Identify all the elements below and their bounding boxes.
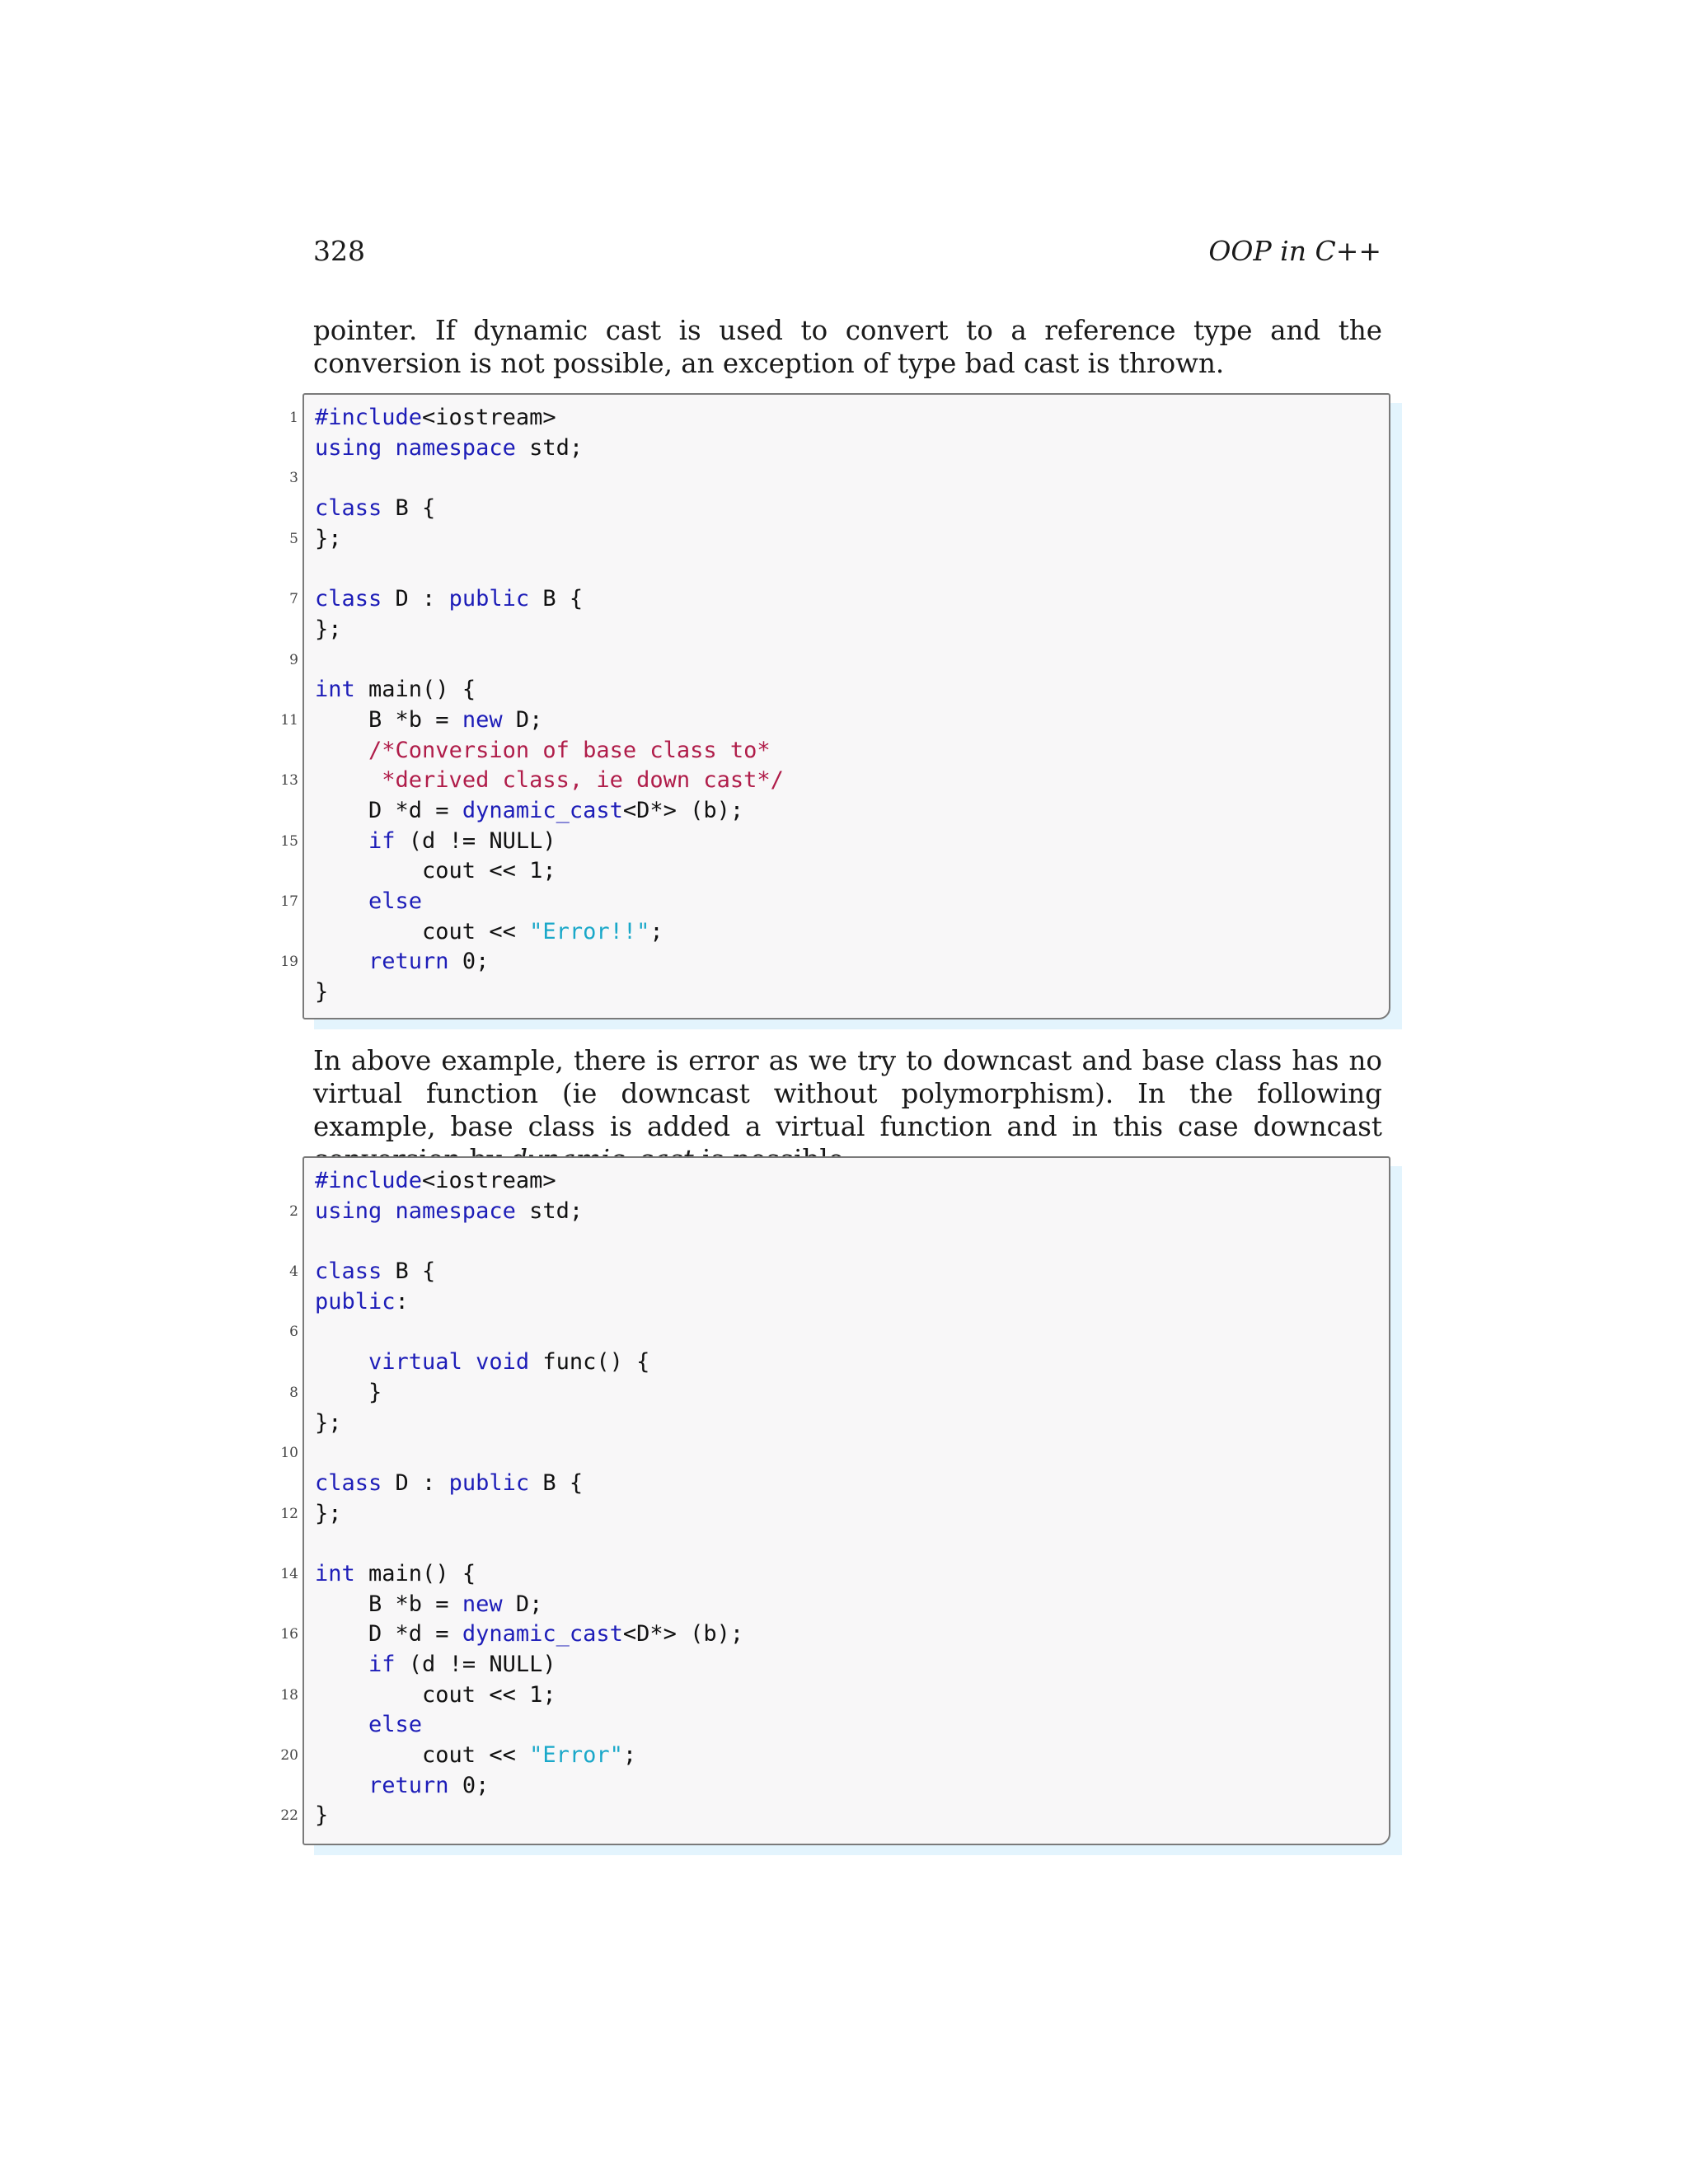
code-text xyxy=(315,1469,583,1499)
code-token: D : xyxy=(382,1469,449,1496)
code-keyword: using namespace xyxy=(315,434,516,461)
code-line xyxy=(289,403,1390,434)
line-number: 3 xyxy=(289,470,298,487)
code-token: cout << xyxy=(315,918,530,944)
code-line xyxy=(280,1559,1390,1590)
code-token: D *d = xyxy=(315,797,462,823)
code-text xyxy=(315,1378,382,1408)
code-line xyxy=(302,1590,1390,1620)
code-line xyxy=(280,705,1390,736)
code-token xyxy=(315,767,382,793)
code-line xyxy=(280,947,1390,977)
code-token: main() { xyxy=(354,1560,476,1586)
code-token: } xyxy=(315,1802,329,1829)
code-text xyxy=(315,1801,328,1831)
code-line xyxy=(302,615,1390,645)
code-line xyxy=(302,1771,1390,1802)
code-text xyxy=(315,1771,489,1802)
code-token: D; xyxy=(502,1591,543,1617)
page-number: 328 xyxy=(313,235,365,267)
code-line xyxy=(280,1499,1390,1530)
code-keyword: new xyxy=(462,1591,503,1617)
code-line xyxy=(302,1347,1390,1378)
code-line xyxy=(302,1166,1390,1197)
line-number: 10 xyxy=(280,1445,298,1462)
code-line xyxy=(280,766,1390,796)
code-lines xyxy=(280,403,1390,1008)
code-token: <D*> (b); xyxy=(622,1621,744,1647)
code-keyword: else xyxy=(368,888,423,914)
code-keyword: #include xyxy=(315,1168,423,1193)
line-number: 8 xyxy=(289,1384,298,1401)
code-line xyxy=(302,796,1390,827)
code-token: B { xyxy=(529,1469,584,1496)
code-text xyxy=(315,766,784,796)
code-token: B *b = xyxy=(315,1591,462,1617)
code-line xyxy=(280,827,1390,857)
code-line xyxy=(302,1226,1390,1257)
code-listing-1 xyxy=(280,393,1390,1019)
code-token: <iostream> xyxy=(422,405,556,430)
code-token: B { xyxy=(382,1258,436,1285)
code-token: std; xyxy=(515,434,584,461)
code-token: <iostream> xyxy=(422,1168,556,1193)
code-keyword: return xyxy=(368,949,449,975)
code-line xyxy=(280,1680,1390,1711)
code-line xyxy=(289,645,1390,676)
line-number: 22 xyxy=(280,1807,298,1825)
code-keyword: if xyxy=(368,1652,396,1677)
code-line xyxy=(289,1197,1390,1227)
code-token: <D*> (b); xyxy=(622,797,744,823)
line-number: 20 xyxy=(280,1747,298,1765)
line-number: 17 xyxy=(280,893,298,910)
code-text xyxy=(315,827,556,857)
code-comment: *derived class, ie down cast*/ xyxy=(382,767,784,794)
code-text xyxy=(315,1197,583,1227)
code-line xyxy=(280,887,1390,917)
code-token: cout << 1; xyxy=(315,1681,556,1708)
code-token xyxy=(315,949,368,974)
code-text xyxy=(315,1650,556,1680)
code-line xyxy=(302,434,1390,464)
code-token: main() { xyxy=(354,677,476,703)
code-text xyxy=(315,856,556,887)
code-line xyxy=(302,1529,1390,1559)
code-line xyxy=(289,524,1390,555)
code-line xyxy=(302,494,1390,524)
line-number: 13 xyxy=(280,772,298,790)
line-number: 2 xyxy=(289,1202,298,1220)
code-text xyxy=(315,947,489,977)
code-token: (d != NULL) xyxy=(395,1652,556,1677)
code-text xyxy=(315,1408,342,1439)
running-title: OOP in C++ xyxy=(1208,235,1381,267)
code-keyword: return xyxy=(368,1772,449,1798)
code-keyword: public xyxy=(448,1469,530,1496)
code-token: func() { xyxy=(529,1349,650,1376)
code-line xyxy=(280,1801,1390,1831)
code-text xyxy=(315,1680,556,1711)
code-text xyxy=(315,736,771,766)
code-token: cout << xyxy=(315,1742,530,1769)
line-number: 11 xyxy=(280,711,298,729)
line-number: 15 xyxy=(280,832,298,850)
code-keyword: class xyxy=(315,586,382,612)
code-keyword: dynamic_cast xyxy=(462,1621,623,1647)
code-token: }; xyxy=(315,525,342,551)
code-token: ; xyxy=(622,1742,637,1769)
code-keyword: virtual void xyxy=(368,1349,530,1376)
code-lines xyxy=(280,1166,1390,1831)
code-text xyxy=(315,796,743,827)
code-text xyxy=(315,1710,422,1741)
code-keyword: else xyxy=(368,1712,423,1738)
code-text xyxy=(315,1559,476,1590)
code-line xyxy=(302,675,1390,705)
line-number: 14 xyxy=(280,1565,298,1582)
code-keyword: new xyxy=(462,706,503,733)
code-line xyxy=(289,1257,1390,1287)
code-token xyxy=(315,828,368,854)
code-line xyxy=(289,584,1390,615)
code-line xyxy=(302,554,1390,584)
code-token: }; xyxy=(315,1409,342,1436)
code-line xyxy=(302,1287,1390,1318)
code-text xyxy=(315,494,435,524)
code-line xyxy=(289,1378,1390,1408)
code-text xyxy=(315,434,583,464)
code-line xyxy=(302,856,1390,887)
code-line xyxy=(289,463,1390,494)
code-token: } xyxy=(315,979,329,1005)
code-line xyxy=(280,1438,1390,1469)
code-text xyxy=(315,887,422,917)
code-text xyxy=(315,705,542,736)
code-comment: /*Conversion of base class to* xyxy=(368,737,771,763)
code-token: 0; xyxy=(448,949,490,975)
code-keyword: using namespace xyxy=(315,1197,516,1224)
code-text xyxy=(315,977,328,1008)
line-number: 19 xyxy=(280,954,298,971)
code-line xyxy=(302,1469,1390,1499)
code-text xyxy=(315,524,342,555)
code-token: } xyxy=(315,1379,382,1405)
line-number: 7 xyxy=(289,591,298,608)
code-line xyxy=(302,977,1390,1008)
code-listing-2 xyxy=(280,1156,1390,1845)
code-token xyxy=(315,738,368,763)
line-number: 18 xyxy=(280,1686,298,1704)
code-text xyxy=(315,1590,542,1620)
code-line xyxy=(280,1741,1390,1771)
code-token: }; xyxy=(315,1500,342,1526)
intro-paragraph: pointer. If dynamic cast is used to convert to a reference type and the conversion is not possible, an exception of type bad cast is thrown. xyxy=(313,315,1382,379)
line-number: 12 xyxy=(280,1505,298,1522)
code-token xyxy=(315,1349,368,1375)
code-token xyxy=(315,1712,368,1737)
code-text xyxy=(315,584,583,615)
line-number: 4 xyxy=(289,1263,298,1281)
code-string: "Error!!" xyxy=(529,918,650,944)
code-text xyxy=(315,1347,649,1378)
code-token: D *d = xyxy=(315,1621,462,1647)
code-line xyxy=(280,1619,1390,1650)
code-token: 0; xyxy=(448,1772,490,1798)
code-keyword: class xyxy=(315,1258,382,1285)
code-line xyxy=(302,1710,1390,1741)
code-line xyxy=(302,917,1390,948)
line-number: 6 xyxy=(289,1324,298,1341)
code-token: B *b = xyxy=(315,706,462,733)
code-keyword: int xyxy=(315,677,355,703)
code-token: std; xyxy=(515,1197,584,1224)
explanation-text: In above example, there is error as we try to downcast and base class has no virtual function (ie downcast without polymorphism). In the following example, base class is added a virtual function and in this case downcast xyxy=(313,1045,1382,1142)
line-number: 5 xyxy=(289,530,298,547)
code-token: cout << 1; xyxy=(315,858,556,884)
code-token: D; xyxy=(502,706,543,733)
code-token: (d != NULL) xyxy=(395,827,556,854)
line-number: 9 xyxy=(289,651,298,668)
code-token: B { xyxy=(382,495,436,522)
code-text xyxy=(315,1257,435,1287)
code-token: ; xyxy=(649,918,663,944)
code-keyword: class xyxy=(315,495,382,522)
code-keyword: public xyxy=(315,1288,396,1315)
code-keyword: public xyxy=(448,586,530,612)
code-keyword: int xyxy=(315,1560,355,1586)
code-keyword: #include xyxy=(315,405,423,430)
code-line xyxy=(302,736,1390,766)
code-text xyxy=(315,1619,743,1650)
code-keyword: if xyxy=(368,827,396,854)
code-text xyxy=(315,1499,342,1530)
code-keyword: dynamic_cast xyxy=(462,797,623,823)
code-text xyxy=(315,675,476,705)
code-text xyxy=(315,1287,409,1318)
code-string: "Error" xyxy=(529,1742,623,1769)
code-token: : xyxy=(395,1288,409,1315)
code-line xyxy=(302,1650,1390,1680)
code-token: B { xyxy=(529,586,584,612)
code-line xyxy=(289,1317,1390,1347)
code-line xyxy=(302,1408,1390,1439)
line-number: 16 xyxy=(280,1626,298,1643)
code-text xyxy=(315,615,342,645)
code-text xyxy=(315,917,663,948)
line-number: 1 xyxy=(289,410,298,426)
code-text xyxy=(315,1741,636,1771)
code-text xyxy=(315,1166,556,1197)
code-token xyxy=(315,888,368,914)
code-text xyxy=(315,403,556,434)
code-token: D : xyxy=(382,586,449,612)
code-keyword: class xyxy=(315,1469,382,1496)
code-token xyxy=(315,1773,368,1798)
code-token: }; xyxy=(315,616,342,642)
code-token xyxy=(315,1652,368,1677)
